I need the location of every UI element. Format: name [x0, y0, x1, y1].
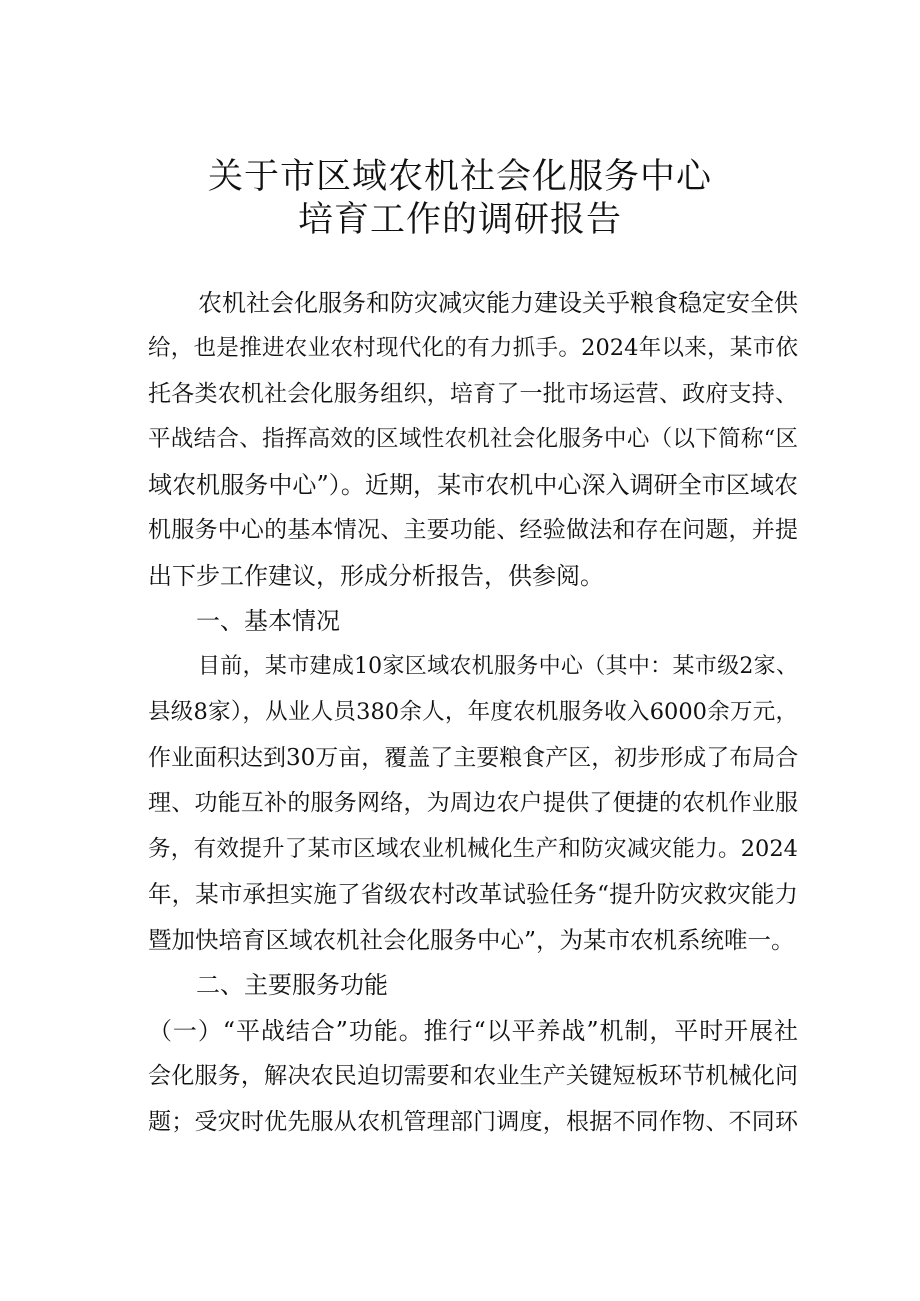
intro-line: 给，也是推进农业农村现代化的有力抓手。2024年以来，某市依	[148, 335, 798, 361]
section2-line: （一）“平战结合”功能。推行“以平养战”机制，平时开展社	[148, 1017, 798, 1045]
section1-line: 务，有效提升了某市区域农业机械化生产和防灾减灾能力。2024	[148, 836, 798, 862]
section1-line: 县级8家），从业人员380余人，年度农机服务收入6000余万元，	[148, 699, 798, 725]
intro-line: 域农机服务中心”）。近期，某市农机中心深入调研全市区域农	[148, 471, 798, 499]
intro-line: 平战结合、指挥高效的区域性农机社会化服务中心（以下简称“区	[148, 426, 798, 452]
section-heading-basic-situation: 一、基本情况	[196, 607, 340, 635]
section1-line: 目前，某市建成10家区域农机服务中心（其中：某市级2家、	[198, 654, 798, 679]
section2-line: 题；受灾时优先服从农机管理部门调度，根据不同作物、不同环	[148, 1109, 798, 1135]
section-heading-main-functions: 二、主要服务功能	[196, 971, 388, 999]
intro-line: 机服务中心的基本情况、主要功能、经验做法和存在问题，并提	[148, 517, 798, 543]
section1-line: 年，某市承担实施了省级农村改革试验任务“提升防灾救灾能力	[148, 880, 798, 908]
intro-line: 农机社会化服务和防灾减灾能力建设关乎粮食稳定安全供	[198, 289, 798, 317]
section1-line: 作业面积达到30万亩，覆盖了主要粮食产区，初步形成了布局合	[148, 745, 799, 771]
document-title-line-1: 关于市区域农机社会化服务中心	[207, 157, 712, 197]
document-title-line-2: 培育工作的调研报告	[297, 200, 622, 240]
section1-line: 暨加快培育区域农机社会化服务中心”，为某市农机系统唯一。	[148, 926, 795, 954]
intro-line: 托各类农机社会化服务组织，培育了一批市场运营、政府支持、	[148, 381, 798, 407]
section1-line: 理、功能互补的服务网络，为周边农户提供了便捷的农机作业服	[148, 790, 798, 816]
intro-line: 出下步工作建议，形成分析报告，供参阅。	[148, 562, 604, 590]
section2-line: 会化服务，解决农民迫切需要和农业生产关键短板环节机械化问	[148, 1063, 798, 1089]
